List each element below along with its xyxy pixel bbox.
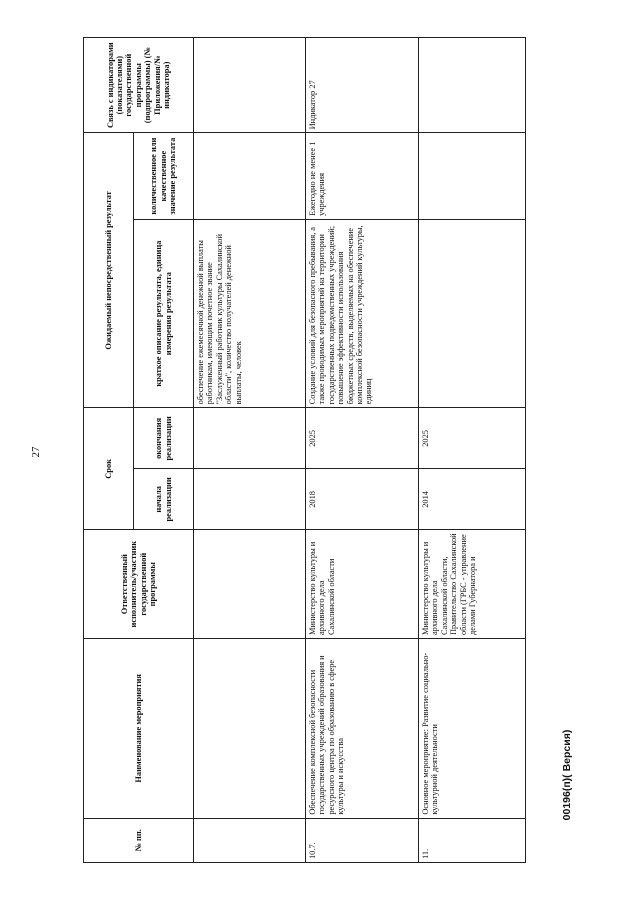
cell-name: Обеспечение комплексной безопасности государственных учреждений образования и ресурсного центра по образованию в сфере культуры и искусства [306, 639, 419, 819]
header-expected: Ожидаемый непосредственный результат [84, 133, 134, 408]
cell-executor: Министерство культуры и архивного дела Сахалинской области, Правительство Сахалинской области (ГРБС - управление делами Губернатора и [419, 530, 526, 639]
cell-executor: Министерство культуры и архивного дела Сахалинской области [306, 530, 419, 639]
table-row [194, 38, 306, 863]
rotated-table-container [83, 37, 525, 863]
cell-link: Индикатор 27 [306, 38, 419, 133]
header-term-start: начала реализации [134, 469, 194, 530]
cell-link [194, 38, 306, 133]
header-expected-short: краткое описание результата, единица измерения результата [134, 219, 194, 408]
header-link: Связь с индикаторами (показателями) государственной программы (подпрограммы) (№ Приложения/№ индикатора) [84, 38, 194, 133]
cell-value [194, 133, 306, 219]
cell-value: Ежегодно не менее 1 учреждения [306, 133, 419, 219]
header-expected-value: количественное или качественное значение результата [134, 133, 194, 219]
header-term-end: окончания реализации [134, 408, 194, 469]
cell-num: 10.7. [306, 818, 419, 862]
cell-num [194, 818, 306, 862]
cell-short: обеспечение ежемесячной денежной выплаты работникам, имеющим почетное звание "Заслуженный работник культуры Сахалинской области", количество получателей денежной выплаты, человек [194, 219, 306, 408]
cell-executor [194, 530, 306, 639]
header-executor: Ответственный исполнитель/участник государственной программы [84, 530, 194, 639]
document-footer: 00196(п)( Версия) [561, 729, 573, 821]
cell-num: 11. [419, 818, 526, 862]
cell-start: 2014 [419, 469, 526, 530]
cell-end: 2025 [419, 408, 526, 469]
header-term: Срок [84, 408, 134, 530]
measures-table [83, 37, 526, 863]
cell-name: Основное мероприятие: Развитие социально-культурной деятельности [419, 639, 526, 819]
page-number: 27 [30, 446, 42, 458]
cell-end: 2025 [306, 408, 419, 469]
cell-value [419, 133, 526, 219]
cell-end [194, 408, 306, 469]
cell-link [419, 38, 526, 133]
header-num: № пп. [84, 818, 194, 862]
cell-start [194, 469, 306, 530]
cell-short: Создание условий для безопасного пребывания, а также проводимых мероприятий на территории государственных подведомственных учреждений; повышение эффективности использования бюджетных средств, выделяемых на обеспечение комплексной безопасности учреждений культуры, единиц [306, 219, 419, 408]
cell-short [419, 219, 526, 408]
cell-start: 2018 [306, 469, 419, 530]
table-row [419, 38, 526, 863]
header-name: Наименование мероприятия [84, 639, 194, 819]
table-row [306, 38, 419, 863]
cell-name [194, 639, 306, 819]
